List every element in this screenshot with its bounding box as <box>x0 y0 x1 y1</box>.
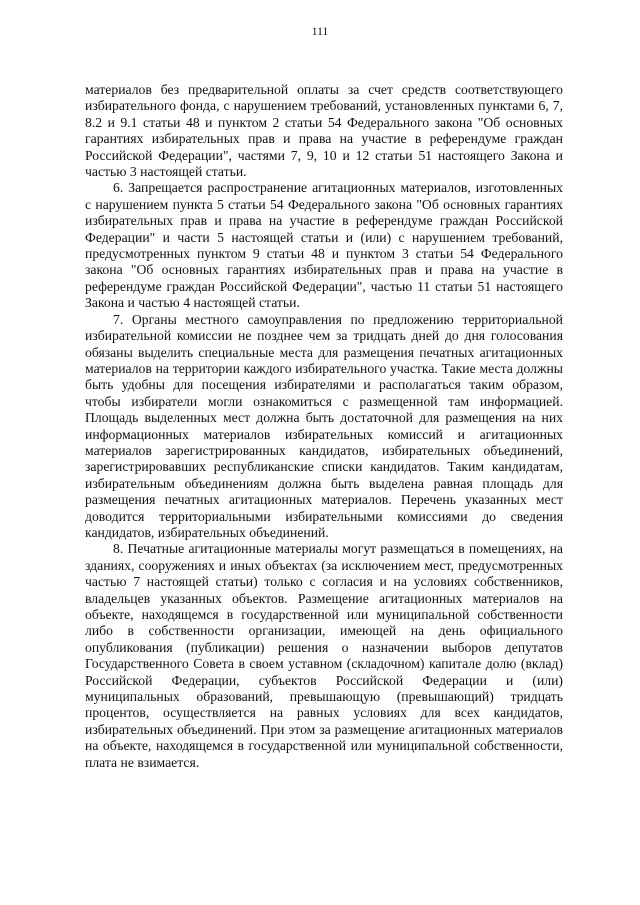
body-text <box>85 82 563 771</box>
paragraph-continuation: материалов без предварительной оплаты за счет средств соответствующего избирательного фонда, с нарушением требований, установленных пунктами 6, 7, 8.2 и 9.1 статьи 48 и пунктом 2 статьи 54 Федерального закона "Об основных гарантиях избирательных прав и права на участие в референдуме граждан Российской Федерации", частями 7, 9, 10 и 12 статьи 51 настоящего Закона и частью 3 настоящей статьи. <box>85 82 563 180</box>
paragraph-part-6: 6. Запрещается распространение агитационных материалов, изготовленных с нарушением пункта 5 статьи 54 Федерального закона "Об основных гарантиях избирательных прав и права на участие в референдуме граждан Российской Федерации" и части 5 настоящей статьи и (или) с нарушением требований, предусмотренных пунктом 9 статьи 48 и пунктом 3 статьи 54 Федерального закона "Об основных гарантиях избирательных прав и права на участие в референдуме граждан Российской Федерации", частью 11 статьи 51 настоящего Закона и частью 4 настоящей статьи. <box>85 180 563 311</box>
paragraph-part-8: 8. Печатные агитационные материалы могут размещаться в помещениях, на зданиях, сооружениях и иных объектах (за исключением мест, предусмотренных частью 7 настоящей статьи) только с согласия и на условиях собственников, владельцев указанных объектов. Размещение агитационных материалов на объекте, находящемся в государственной или муниципальной собственности либо в собственности организации, имеющей на день официального опубликования (публикации) решения о назначении выборов депутатов Государственного Совета в своем уставном (складочном) капитале долю (вклад) Российской Федерации, субъектов Российской Федерации и (или) муниципальных образований, превышающую (превышающий) тридцать процентов, осуществляется на равных условиях для всех кандидатов, избирательных объединений. При этом за размещение агитационных материалов на объекте, находящемся в государственной или муниципальной собственности, плата не взимается. <box>85 541 563 770</box>
page-number: 111 <box>311 26 329 38</box>
paragraph-part-7: 7. Органы местного самоуправления по предложению территориальной избирательной комиссии не позднее чем за тридцать дней до дня голосования обязаны выделить специальные места для размещения печатных агитационных материалов на территории каждого избирательного участка. Такие места должны быть удобны для посещения избирателями и располагаться таким образом, чтобы избиратели могли ознакомиться с размещенной там информацией. Площадь выделенных мест должна быть достаточной для размещения на них информационных материалов избирательных комиссий и агитационных материалов зарегистрированных кандидатов, избирательных объединений, зарегистрировавших республиканские списки кандидатов. Таким кандидатам, избирательным объединениям должна быть выделена равная площадь для размещения печатных агитационных материалов. Перечень указанных мест доводится территориальными избирательными комиссиями до сведения кандидатов, избирательных объединений. <box>85 311 563 540</box>
